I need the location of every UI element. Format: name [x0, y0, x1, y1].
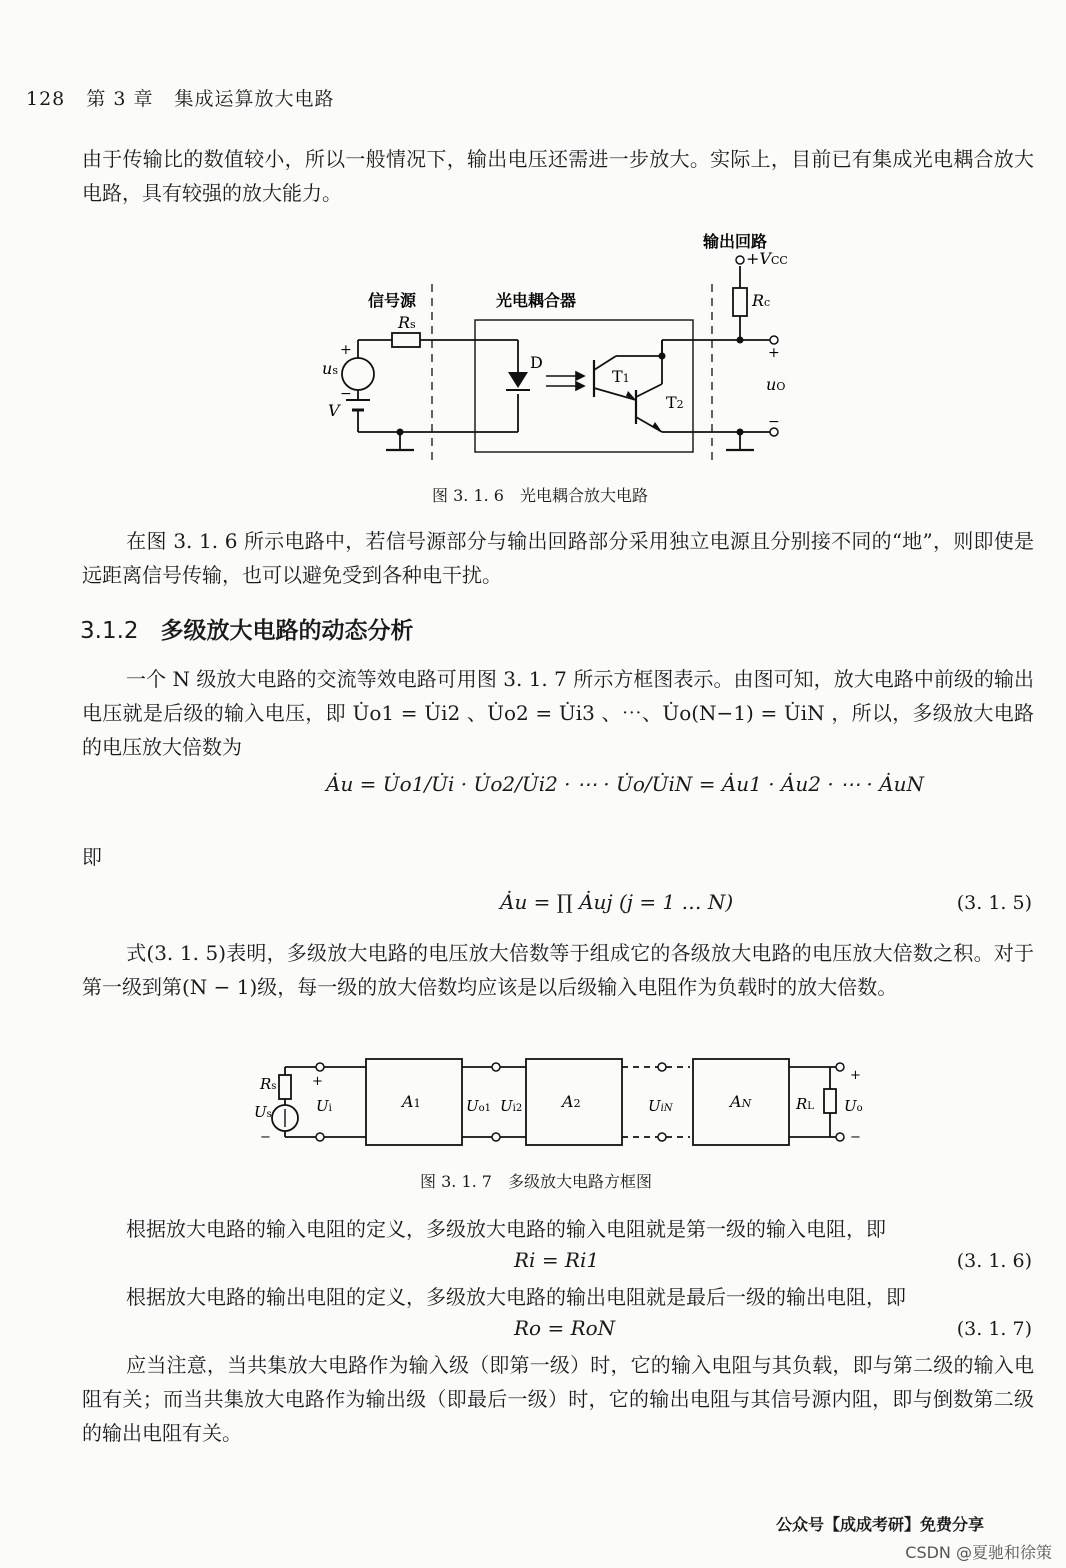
svg-text:us — [322, 359, 338, 378]
equation-3-1-5: Ȧu = ∏ Ȧuj (j = 1 … N) — [500, 890, 734, 914]
label-rs-sub: s — [410, 318, 416, 331]
figure-3-1-6-caption: 图 3. 1. 6 光电耦合放大电路 — [432, 486, 648, 505]
section-heading — [80, 612, 414, 645]
figure-3-1-7-caption: 图 3. 1. 7 多级放大电路方框图 — [420, 1172, 652, 1191]
plus-sign: + — [312, 1074, 323, 1089]
output-minus: − — [768, 414, 780, 430]
block-an-sub: N — [741, 1097, 752, 1110]
label-rs: R — [398, 313, 411, 332]
svg-text:A1 — [400, 1092, 421, 1111]
block-a2-sub: 2 — [573, 1097, 581, 1110]
section-number: 3.1.2 — [80, 618, 139, 644]
label-rc-sub: c — [764, 296, 771, 309]
label-ui-sub: i — [328, 1103, 332, 1114]
svg-text:Us — [254, 1103, 272, 1121]
equation-3-1-7: Ro = RoN — [514, 1316, 616, 1340]
label-t2: T — [666, 393, 677, 412]
label-us-sub: s — [332, 364, 338, 377]
svg-text:Uo — [844, 1097, 863, 1115]
label-t1-sub: 1 — [622, 372, 630, 385]
label-optocoupler: 光电耦合器 — [496, 291, 577, 310]
label-rl: R — [796, 1095, 808, 1113]
label-uo1: U — [466, 1097, 479, 1115]
paragraph-5 — [82, 1212, 1034, 1246]
svg-text:T2 — [666, 393, 684, 412]
label-ui: U — [316, 1097, 329, 1115]
equation-3-1-6: Ri = Ri1 — [514, 1248, 600, 1272]
label-uo-sub: o — [856, 1103, 863, 1114]
label-us: u — [322, 359, 333, 378]
source-minus: − — [340, 386, 352, 402]
paragraph-3-text: 一个 N 级放大电路的交流等效电路可用图 3. 1. 7 所示方框图表示。由图可知，放大电路中前级的输出电压就是后级的输入电压，即 U̇o1 = U̇i2 、U̇o2 = U̇i3 、⋯、U̇o(N−1) = U̇iN ，所以，多级放大电路的电压放大倍数为 — [82, 667, 1034, 759]
label-v: V — [328, 401, 340, 420]
chapter-title: 集成运算放大电路 — [174, 88, 335, 110]
svg-text:Rc — [751, 291, 770, 310]
paragraph-2-text: 在图 3. 1. 6 所示电路中，若信号源部分与输出回路部分采用独立电源且分别接不同的“地”，则即使是远距离信号传输，也可以避免受到各种电干扰。 — [82, 529, 1034, 587]
svg-text:Uo1 — [466, 1097, 491, 1115]
svg-text:UiN — [648, 1097, 674, 1115]
label-us: U — [254, 1103, 267, 1121]
figure-3-1-6-circuit — [300, 222, 820, 472]
block-a2-label: A — [562, 1092, 574, 1111]
label-rl-sub: L — [807, 1101, 814, 1112]
svg-text:+VCC — [746, 249, 788, 268]
label-uin-sub: iN — [660, 1103, 673, 1114]
svg-text:AN — [728, 1092, 752, 1111]
equation-number-3-1-6: (3. 1. 6) — [956, 1250, 1032, 1272]
plus-sign: + — [850, 1068, 861, 1083]
figure-3-1-7-block-diagram — [250, 1055, 870, 1155]
minus-sign: − — [260, 1130, 271, 1145]
svg-text:uO — [766, 375, 785, 394]
equation-number-3-1-5: (3. 1. 5) — [956, 892, 1032, 914]
label-uo: u — [766, 375, 777, 394]
led-diode-symbol — [506, 372, 530, 390]
block-an-label: A — [730, 1092, 742, 1111]
label-t1: T — [612, 367, 623, 386]
label-uo1-sub: o1 — [478, 1103, 492, 1114]
page-number: 128 — [26, 88, 66, 110]
label-signal-source: 信号源 — [368, 291, 417, 310]
label-d: D — [530, 353, 543, 372]
source-plus: + — [340, 342, 352, 358]
svg-text:RL — [795, 1095, 814, 1113]
paragraph-5-text: 根据放大电路的输入电阻的定义，多级放大电路的输入电阻就是第一级的输入电阻，即 — [126, 1217, 886, 1241]
paragraph-7 — [82, 1348, 1034, 1450]
label-vcc-sub: CC — [770, 254, 788, 267]
label-uo: U — [844, 1097, 857, 1115]
label-rc: R — [752, 291, 765, 310]
label-vcc: +V — [746, 249, 771, 268]
label-ui2-sub: i2 — [512, 1103, 523, 1114]
paragraph-3 — [82, 662, 1034, 764]
light-arrows-icon — [546, 372, 584, 390]
output-plus: + — [768, 345, 780, 361]
label-us-sub: s — [266, 1109, 272, 1120]
label-rs: R — [260, 1075, 272, 1093]
svg-text:A2 — [560, 1092, 581, 1111]
section-title: 多级放大电路的动态分析 — [160, 617, 414, 644]
footer-share-note: 公众号【成成考研】免费分享 — [775, 1515, 984, 1534]
paragraph-7-text: 应当注意，当共集放大电路作为输入级（即第一级）时，它的输入电阻与其负载，即与第二级的输入电阻有关；而当共集放大电路作为输出级（即最后一级）时，它的输出电阻与其信号源内阻，即与倒数第二级的输出电阻有关。 — [82, 1353, 1034, 1445]
svg-text:T1 — [612, 367, 630, 386]
label-ui2: U — [500, 1097, 513, 1115]
paragraph-4-text: 式(3. 1. 5)表明，多级放大电路的电压放大倍数等于组成它的各级放大电路的电压放大倍数之积。对于第一级到第(N − 1)级，每一级的放大倍数均应该是以后级输入电阻作为负载时的放大倍数。 — [82, 941, 1034, 999]
chapter-label: 第 3 章 — [86, 88, 154, 110]
paragraph-ji: 即 — [82, 845, 102, 869]
block-a1-sub: 1 — [413, 1097, 421, 1110]
label-t2-sub: 2 — [676, 398, 684, 411]
svg-text:Ui — [316, 1097, 332, 1115]
label-uin: U — [648, 1097, 661, 1115]
minus-sign: − — [850, 1130, 861, 1145]
page-header — [26, 84, 335, 111]
label-rs-sub: s — [271, 1081, 277, 1092]
svg-text:Ui2 — [500, 1097, 522, 1115]
label-output-loop: 输出回路 — [703, 232, 768, 251]
svg-text:Rs — [397, 313, 416, 332]
block-a1-label: A — [402, 1092, 414, 1111]
equation-number-3-1-7: (3. 1. 7) — [956, 1318, 1032, 1340]
paragraph-6-text: 根据放大电路的输出电阻的定义，多级放大电路的输出电阻就是最后一级的输出电阻，即 — [126, 1285, 906, 1309]
equation-voltage-gain: Ȧu = U̇o1/U̇i · U̇o2/U̇i2 · ⋯ · U̇o/U̇iN = Ȧu1 · Ȧu2 · ⋯ · ȦuN — [326, 772, 924, 796]
paragraph-4 — [82, 936, 1034, 1004]
footer-watermark: CSDN @夏驰和徐策 — [905, 1543, 1052, 1562]
label-uo-sub: O — [776, 380, 786, 393]
paragraph-1: 由于传输比的数值较小，所以一般情况下，输出电压还需进一步放大。实际上，目前已有集成光电耦合放大电路，具有较强的放大能力。 — [82, 147, 1034, 205]
svg-text:Rs — [259, 1075, 276, 1093]
paragraph-6 — [82, 1280, 1034, 1314]
paragraph-2 — [82, 524, 1034, 592]
